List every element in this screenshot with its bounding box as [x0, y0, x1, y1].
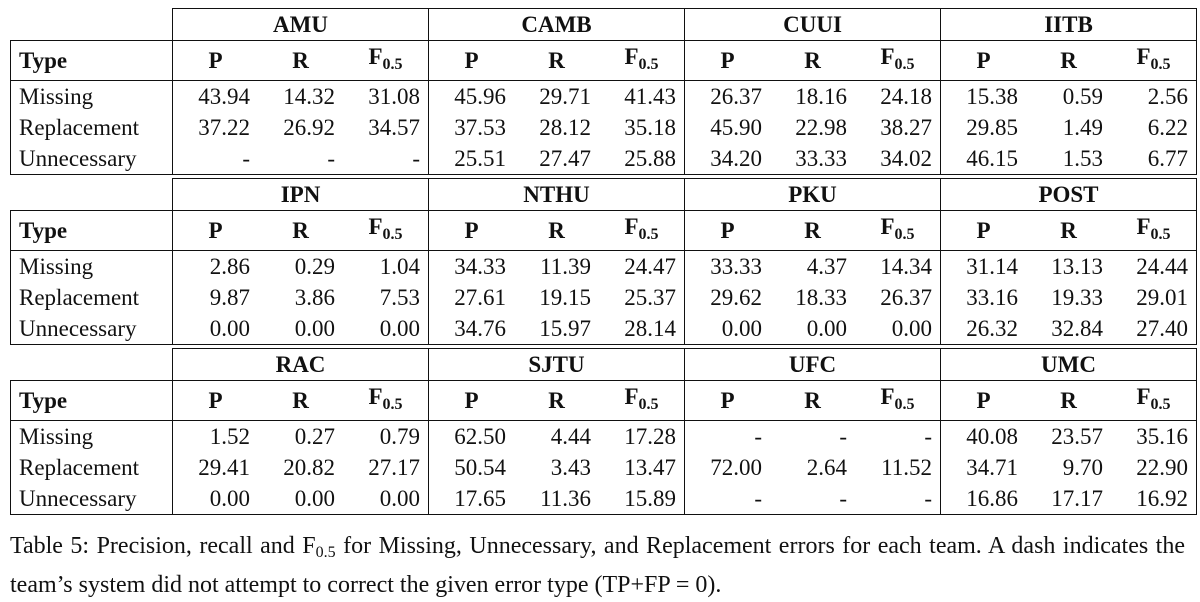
table-cell: 29.01 [1111, 282, 1197, 313]
team-name: POST [941, 179, 1197, 211]
table-cell: 4.44 [550, 424, 591, 449]
metric-p-header: P [685, 41, 771, 81]
table-cell: 1.49 [1062, 115, 1103, 140]
metric-f-header [343, 211, 429, 251]
metric-f-header [599, 41, 685, 81]
table-cell: 2.56 [1111, 81, 1197, 113]
metric-p-header: P [173, 211, 259, 251]
metric-r-header: R [1026, 381, 1111, 421]
table-cell: 6.77 [1111, 143, 1197, 175]
metric-f-header [855, 41, 941, 81]
table-cell: 17.65 [429, 483, 515, 515]
metric-p-header: P [941, 41, 1027, 81]
team-name: CAMB [429, 9, 685, 41]
table-cell: 7.53 [379, 285, 420, 310]
metric-f-letter: F [1136, 214, 1151, 239]
blank-corner [11, 9, 173, 41]
team-header-row [11, 9, 1197, 41]
table-cell: - [924, 424, 932, 449]
metric-r-header: R [258, 381, 343, 421]
table-cell: 0.00 [770, 313, 855, 345]
table-cell: 28.14 [599, 313, 685, 345]
team-name: CUUI [685, 9, 941, 41]
table-row [11, 452, 1197, 483]
table-cell: - [770, 483, 855, 515]
table-cell: 6.22 [1111, 112, 1197, 143]
table-cell: 35.18 [624, 115, 676, 140]
table-cell: 0.59 [1062, 84, 1103, 109]
metric-f-header [855, 211, 941, 251]
table-cell: - [855, 483, 941, 515]
table-cell: 0.00 [855, 313, 941, 345]
results-table-2 [10, 178, 1197, 345]
table-cell: 22.90 [1111, 452, 1197, 483]
metric-header-row [11, 381, 1197, 421]
metric-r-header: R [258, 211, 343, 251]
table-row [11, 421, 1197, 453]
table-cell: 11.52 [881, 455, 932, 480]
table-cell: 29.41 [173, 452, 259, 483]
table-cell: 33.16 [941, 282, 1027, 313]
table-cell: 3.43 [550, 455, 591, 480]
blank-corner [11, 179, 173, 211]
table-cell: 29.85 [941, 112, 1027, 143]
table-cell: 34.20 [685, 143, 771, 175]
table-cell: 34.33 [429, 251, 515, 283]
team-name: IPN [173, 179, 429, 211]
results-table-1 [10, 8, 1197, 175]
team-name: SJTU [429, 349, 685, 381]
table-cell: 43.94 [173, 81, 259, 113]
table-cell: 20.82 [283, 455, 335, 480]
table-cell: 38.27 [880, 115, 932, 140]
table-row [11, 112, 1197, 143]
table-cell: 16.92 [1111, 483, 1197, 515]
table-cell: 26.37 [880, 285, 932, 310]
metric-f-subscript: 0.5 [1150, 56, 1171, 73]
metric-p-header: P [429, 211, 515, 251]
row-label: Replacement [11, 282, 173, 313]
metric-f-header [1111, 211, 1197, 251]
table-cell: 31.08 [368, 84, 420, 109]
metric-f-subscript: 0.5 [894, 396, 915, 413]
table-cell: 33.33 [770, 143, 855, 175]
metric-f-subscript: 0.5 [1150, 226, 1171, 243]
table-row [11, 483, 1197, 515]
metric-r-header: R [770, 211, 855, 251]
row-label: Replacement [11, 112, 173, 143]
table-cell: 0.27 [294, 424, 335, 449]
row-label: Missing [11, 81, 173, 113]
table-cell: 24.18 [880, 84, 932, 109]
table-cell: 45.96 [429, 81, 515, 113]
metric-f-header [599, 381, 685, 421]
metric-p-header: P [429, 41, 515, 81]
row-label: Unnecessary [11, 483, 173, 515]
table-cell: 9.70 [1062, 455, 1103, 480]
table-cell: 0.00 [173, 483, 259, 515]
table-cell: 27.47 [514, 143, 599, 175]
metric-f-letter: F [624, 384, 639, 409]
table-cell: 33.33 [685, 251, 771, 283]
type-header: Type [11, 41, 173, 81]
table-cell: - [258, 143, 343, 175]
table-cell: - [839, 424, 847, 449]
table-cell: 27.40 [1111, 313, 1197, 345]
table-cell: 13.13 [1051, 254, 1103, 279]
table-cell: 3.86 [294, 285, 335, 310]
table-cell: 22.98 [795, 115, 847, 140]
metric-r-header: R [514, 381, 599, 421]
metric-f-letter: F [368, 384, 383, 409]
metric-f-subscript: 0.5 [382, 226, 403, 243]
table-cell: 2.86 [173, 251, 259, 283]
table-cell: 0.29 [294, 254, 335, 279]
table-row [11, 81, 1197, 113]
row-label: Unnecessary [11, 143, 173, 175]
results-table-3 [10, 348, 1197, 515]
table-cell: 14.34 [880, 254, 932, 279]
row-label: Missing [11, 421, 173, 453]
table-cell: 37.22 [173, 112, 259, 143]
table-cell: - [685, 483, 771, 515]
metric-f-subscript: 0.5 [894, 56, 915, 73]
table-cell: 25.37 [624, 285, 676, 310]
table-cell: 1.53 [1026, 143, 1111, 175]
table-cell: 0.00 [258, 313, 343, 345]
table-cell: 50.54 [429, 452, 515, 483]
type-header: Type [11, 211, 173, 251]
table-cell: 17.17 [1026, 483, 1111, 515]
table-cell: 4.37 [806, 254, 847, 279]
caption-text-end: for Missing, Unnecessary, and Replacement errors for each team. A dash indicates the team’s system did not attempt to correct the given error type (TP+FP = 0). [10, 533, 1185, 598]
metric-r-header: R [770, 41, 855, 81]
table-cell: 26.37 [685, 81, 771, 113]
metric-r-header: R [514, 211, 599, 251]
table-cell: - [685, 421, 771, 453]
table-cell: 0.79 [379, 424, 420, 449]
table-cell: 15.38 [941, 81, 1027, 113]
metric-header-row [11, 41, 1197, 81]
table-cell: 9.87 [173, 282, 259, 313]
table-cell: 34.76 [429, 313, 515, 345]
table-cell: 11.39 [540, 254, 591, 279]
table-cell: 31.14 [941, 251, 1027, 283]
metric-f-letter: F [624, 44, 639, 69]
table-cell: 29.62 [685, 282, 771, 313]
metric-f-header [343, 41, 429, 81]
table-cell: 26.32 [941, 313, 1027, 345]
row-label: Unnecessary [11, 313, 173, 345]
team-name: UFC [685, 349, 941, 381]
table-cell: 17.28 [624, 424, 676, 449]
team-name: PKU [685, 179, 941, 211]
table-cell: 24.44 [1111, 251, 1197, 283]
table-cell: 35.16 [1111, 421, 1197, 453]
metric-header-row [11, 211, 1197, 251]
metric-f-letter: F [880, 214, 895, 239]
metric-f-header [343, 381, 429, 421]
row-label: Missing [11, 251, 173, 283]
table-cell: 18.33 [795, 285, 847, 310]
team-name: AMU [173, 9, 429, 41]
table-cell: 0.00 [343, 483, 429, 515]
metric-f-subscript: 0.5 [382, 396, 403, 413]
table-cell: 15.97 [514, 313, 599, 345]
table-cell: 1.52 [173, 421, 259, 453]
metric-f-letter: F [368, 44, 383, 69]
table-cell: 0.00 [685, 313, 771, 345]
metric-f-header [855, 381, 941, 421]
table-cell: 34.71 [941, 452, 1027, 483]
table-row [11, 313, 1197, 345]
metric-f-subscript: 0.5 [894, 226, 915, 243]
table-cell: 72.00 [685, 452, 771, 483]
metric-f-letter: F [880, 44, 895, 69]
table-cell: 27.17 [368, 455, 420, 480]
table-cell: 0.00 [258, 483, 343, 515]
metric-p-header: P [941, 381, 1027, 421]
caption-subscript: 0.5 [315, 544, 336, 561]
table-cell: 26.92 [283, 115, 335, 140]
table-cell: 1.04 [379, 254, 420, 279]
table-cell: - [173, 143, 259, 175]
table-cell: 24.47 [624, 254, 676, 279]
metric-f-letter: F [880, 384, 895, 409]
table-cell: 25.51 [429, 143, 515, 175]
team-name: RAC [173, 349, 429, 381]
metric-p-header: P [429, 381, 515, 421]
metric-f-letter: F [1136, 44, 1151, 69]
metric-p-header: P [173, 381, 259, 421]
team-name: UMC [941, 349, 1197, 381]
metric-r-header: R [1026, 41, 1111, 81]
table-cell: 37.53 [429, 112, 515, 143]
table-cell: 45.90 [685, 112, 771, 143]
metric-f-header [1111, 41, 1197, 81]
metric-f-header [599, 211, 685, 251]
table-cell: - [343, 143, 429, 175]
metric-r-header: R [258, 41, 343, 81]
metric-r-header: R [514, 41, 599, 81]
metric-r-header: R [1026, 211, 1111, 251]
metric-f-letter: F [1136, 384, 1151, 409]
table-cell: 16.86 [941, 483, 1027, 515]
metric-f-letter: F [368, 214, 383, 239]
table-cell: 62.50 [429, 421, 515, 453]
table-cell: 34.02 [855, 143, 941, 175]
table-cell: 28.12 [539, 115, 591, 140]
metric-p-header: P [685, 381, 771, 421]
metric-f-subscript: 0.5 [382, 56, 403, 73]
metric-f-subscript: 0.5 [638, 56, 659, 73]
metric-p-header: P [173, 41, 259, 81]
table-cell: 19.33 [1051, 285, 1103, 310]
caption-text-start: Table 5: Precision, recall and F [10, 533, 316, 559]
table-cell: 23.57 [1051, 424, 1103, 449]
metric-p-header: P [685, 211, 771, 251]
team-name: NTHU [429, 179, 685, 211]
metric-f-header [1111, 381, 1197, 421]
metric-f-subscript: 0.5 [638, 396, 659, 413]
table-cell: 2.64 [806, 455, 847, 480]
team-header-row [11, 179, 1197, 211]
table-cell: 13.47 [624, 455, 676, 480]
table-cell: 46.15 [941, 143, 1027, 175]
metric-f-subscript: 0.5 [638, 226, 659, 243]
table-cell: 41.43 [624, 84, 676, 109]
table-cell: 27.61 [429, 282, 515, 313]
table-cell: 34.57 [368, 115, 420, 140]
table-caption [10, 530, 1185, 602]
metric-r-header: R [770, 381, 855, 421]
team-header-row [11, 349, 1197, 381]
table-cell: 0.00 [173, 313, 259, 345]
table-cell: 18.16 [795, 84, 847, 109]
type-header: Type [11, 381, 173, 421]
table-row [11, 251, 1197, 283]
table-cell: 32.84 [1026, 313, 1111, 345]
table-row [11, 282, 1197, 313]
table-cell: 0.00 [343, 313, 429, 345]
table-cell: 29.71 [539, 84, 591, 109]
blank-corner [11, 349, 173, 381]
table-cell: 14.32 [283, 84, 335, 109]
table-cell: 25.88 [599, 143, 685, 175]
table-cell: 11.36 [514, 483, 599, 515]
table-row [11, 143, 1197, 175]
metric-f-subscript: 0.5 [1150, 396, 1171, 413]
row-label: Replacement [11, 452, 173, 483]
table-cell: 19.15 [539, 285, 591, 310]
metric-p-header: P [941, 211, 1027, 251]
table-cell: 40.08 [941, 421, 1027, 453]
team-name: IITB [941, 9, 1197, 41]
table-cell: 15.89 [599, 483, 685, 515]
metric-f-letter: F [624, 214, 639, 239]
